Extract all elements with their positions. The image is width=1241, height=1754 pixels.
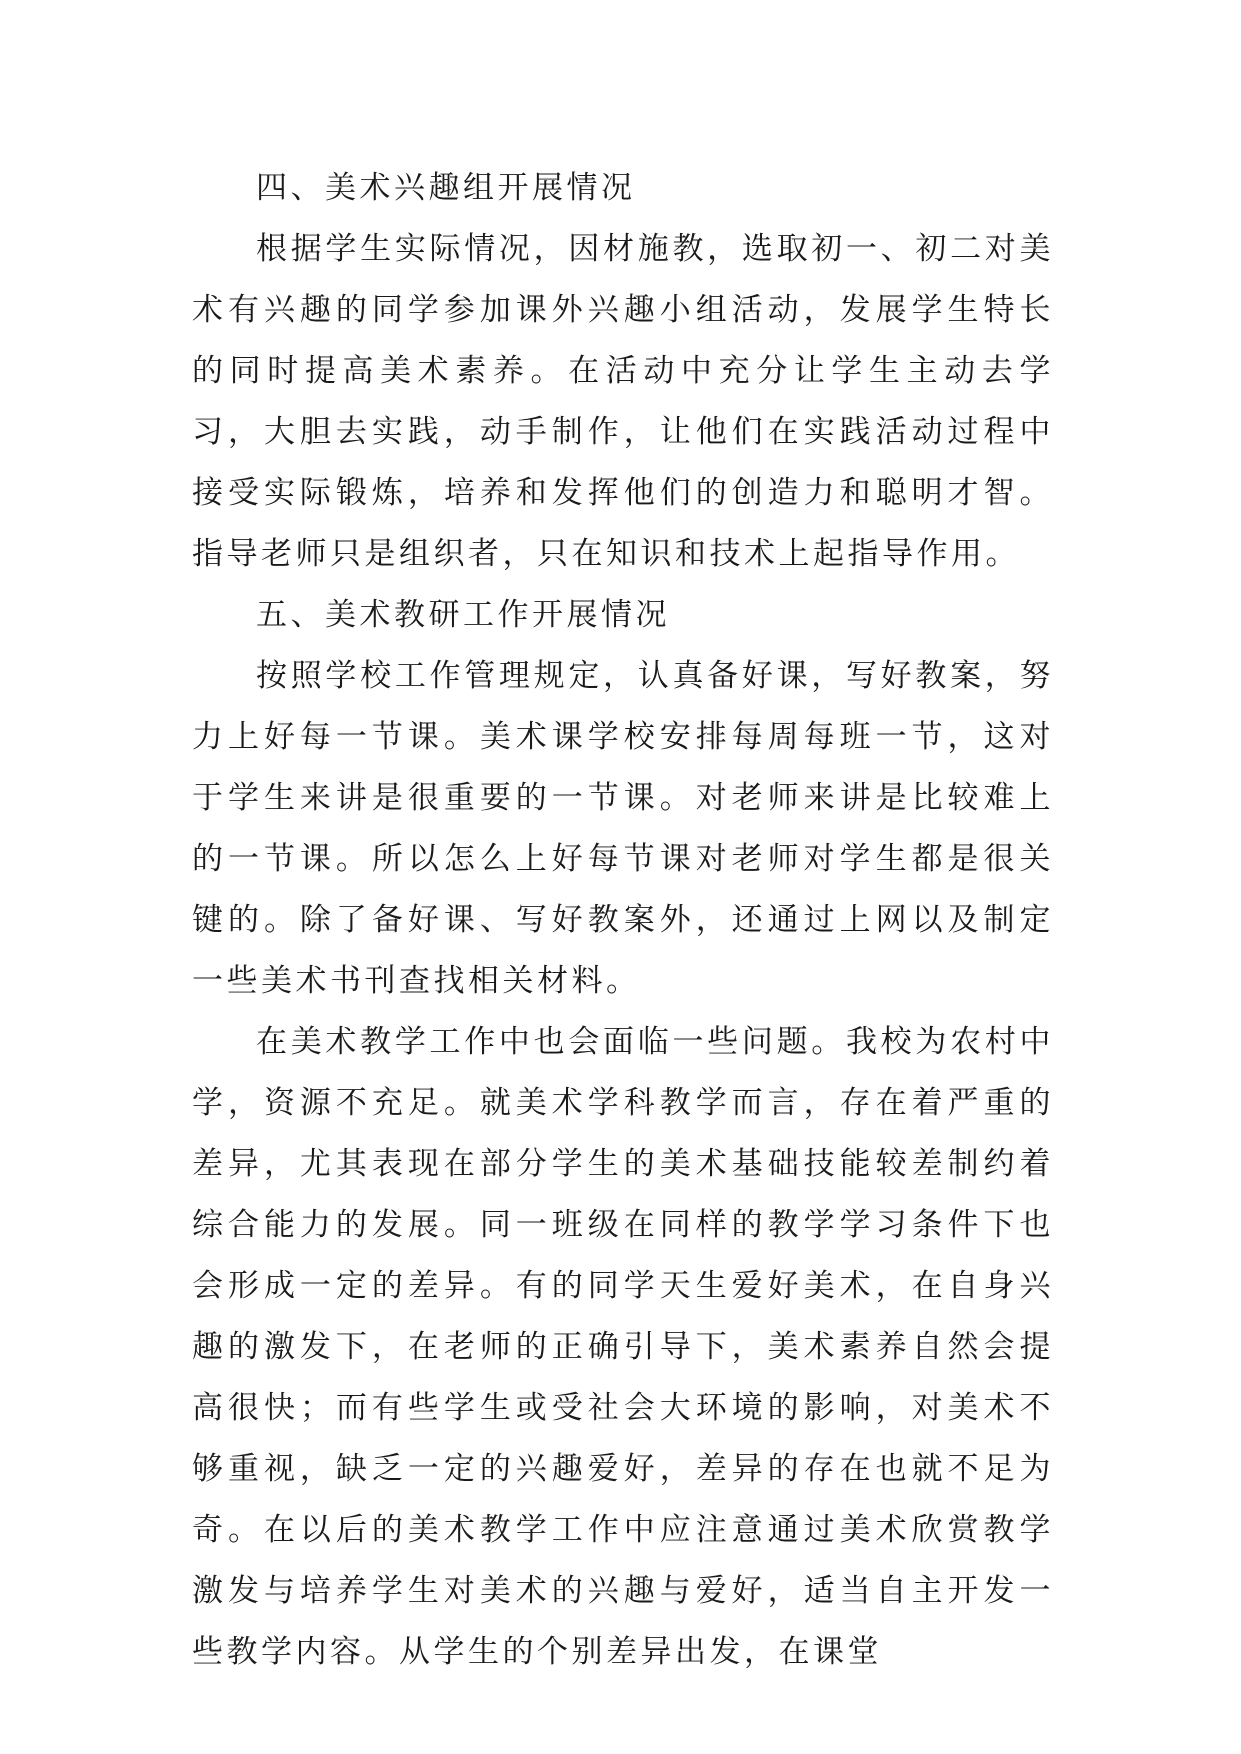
document-body [192,158,1054,1683]
section-heading-teaching-research: 五、美术教研工作开展情况 [256,597,670,633]
section-heading-interest-group: 四、美术兴趣组开展情况 [256,170,636,206]
paragraph-teaching-problems: 在美术教学工作中也会面临一些问题。我校为农村中学，资源不充足。就美术学科教学而言，存在着严重的差异，尤其表现在部分学生的美术基础技能较差制约着综合能力的发展。同一班级在同样的教学学习条件下也会形成一定的差异。有的同学天生爱好美术，在自身兴趣的激发下，在老师的正确引导下，美术素养自然会提高很快；而有些学生或受社会大环境的影响，对美术不够重视，缺乏一定的兴趣爱好，差异的存在也就不足为奇。在以后的美术教学工作中应注意通过美术欣赏教学激发与培养学生对美术的兴趣与爱好，适当自主开发一些教学内容。从学生的个别差异出发，在课堂 [192,1024,1054,1670]
paragraph-interest-group: 根据学生实际情况，因材施教，选取初一、初二对美术有兴趣的同学参加课外兴趣小组活动，发展学生特长的同时提高美术素养。在活动中充分让学生主动去学习，大胆去实践，动手制作，让他们在实践活动过程中接受实际锻炼，培养和发挥他们的创造力和聪明才智。指导老师只是组织者，只在知识和技术上起指导作用。 [192,231,1054,572]
paragraph-lesson-preparation: 按照学校工作管理规定，认真备好课，写好教案，努力上好每一节课。美术课学校安排每周每班一节，这对于学生来讲是很重要的一节课。对老师来讲是比较难上的一节课。所以怎么上好每节课对老师对学生都是很关键的。除了备好课、写好教案外，还通过上网以及制定一些美术书刊查找相关材料。 [192,658,1054,999]
